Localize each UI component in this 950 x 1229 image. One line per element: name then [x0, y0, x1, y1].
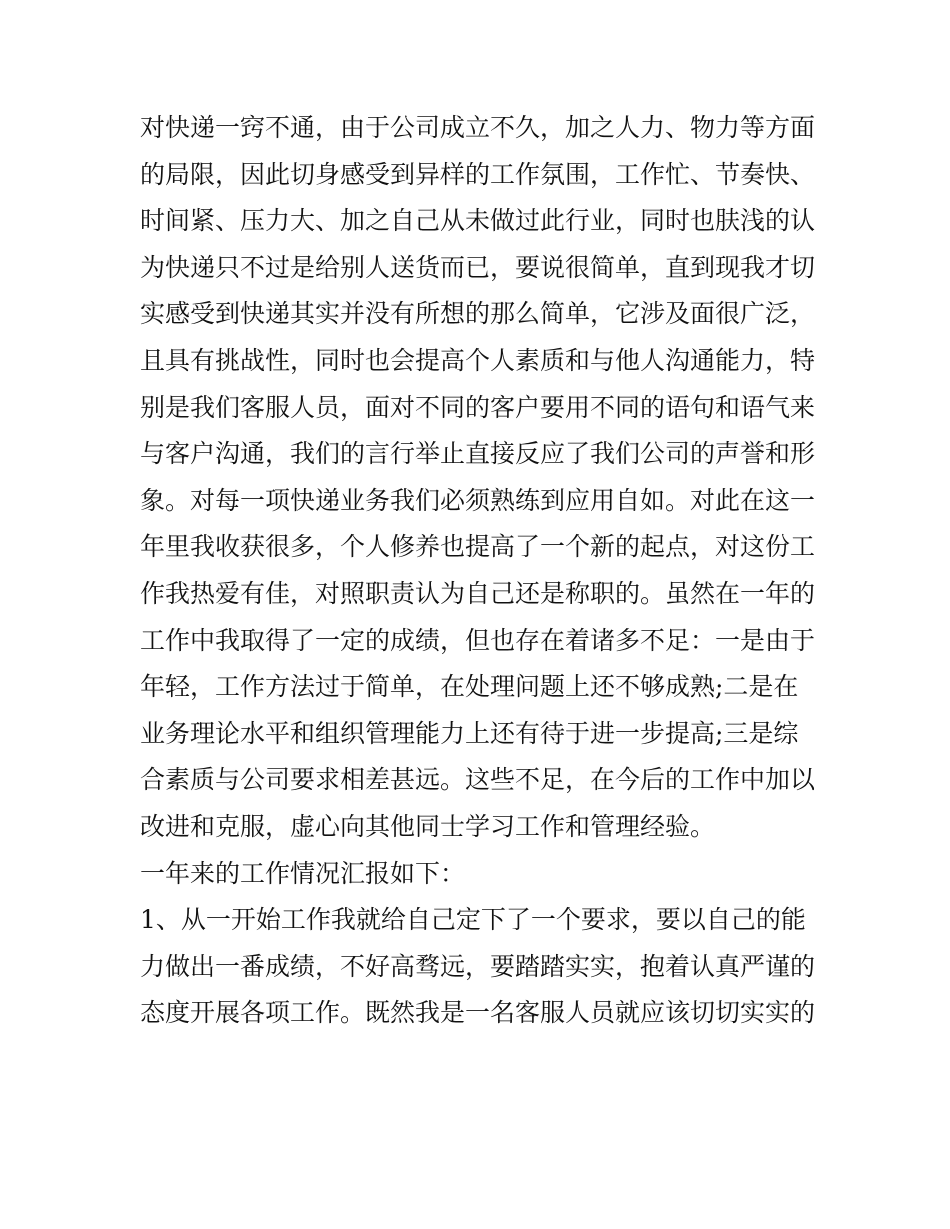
- text-line: 象。对每一项快递业务我们必须熟练到应用自如。对此在这一: [140, 485, 816, 515]
- document-body: [140, 105, 820, 1037]
- text-line: 工作中我取得了一定的成绩，但也存在着诸多不足：一是由于: [140, 625, 816, 655]
- text-line: 改进和克服，虚心向其他同士学习工作和管理经验。: [140, 811, 716, 841]
- text-line: 作我热爱有佳，对照职责认为自己还是称职的。虽然在一年的: [140, 578, 816, 608]
- text-line: 的局限，因此切身感受到异样的工作氛围，工作忙、节奏快、: [140, 159, 816, 189]
- text-line: 年里我收获很多，个人修养也提高了一个新的起点，对这份工: [140, 532, 816, 562]
- text-line: 年轻，工作方法过于简单，在处理问题上还不够成熟;二是在: [140, 672, 799, 702]
- text-line: 别是我们客服人员，面对不同的客户要用不同的语句和语气来: [140, 392, 816, 422]
- text-line: 力做出一番成绩，不好高骛远，要踏踏实实，抱着认真严谨的: [140, 951, 816, 981]
- text-line: 实感受到快递其实并没有所想的那么简单，它涉及面很广泛，: [140, 299, 816, 329]
- text-line: 态度开展各项工作。既然我是一名客服人员就应该切切实实的: [140, 998, 816, 1028]
- text-line: 对快递一窍不通，由于公司成立不久，加之人力、物力等方面: [140, 113, 816, 142]
- text-line: 时间紧、压力大、加之自己从未做过此行业，同时也肤浅的认: [140, 206, 816, 236]
- text-line: 与客户沟通，我们的言行举止直接反应了我们公司的声誉和形: [140, 439, 816, 469]
- text-line: 一年来的工作情况汇报如下：: [140, 858, 466, 888]
- text-line: 且具有挑战性，同时也会提高个人素质和与他人沟通能力，特: [140, 345, 816, 375]
- text-line: 合素质与公司要求相差甚远。这些不足，在今后的工作中加以: [140, 765, 816, 795]
- text-line: 为快递只不过是给别人送货而已，要说很简单，直到现我才切: [140, 252, 816, 282]
- text-line: 业务理论水平和组织管理能力上还有待于进一步提高;三是综: [140, 718, 799, 748]
- text-line: 1、从一开始工作我就给自己定下了一个要求，要以自己的能: [140, 905, 806, 935]
